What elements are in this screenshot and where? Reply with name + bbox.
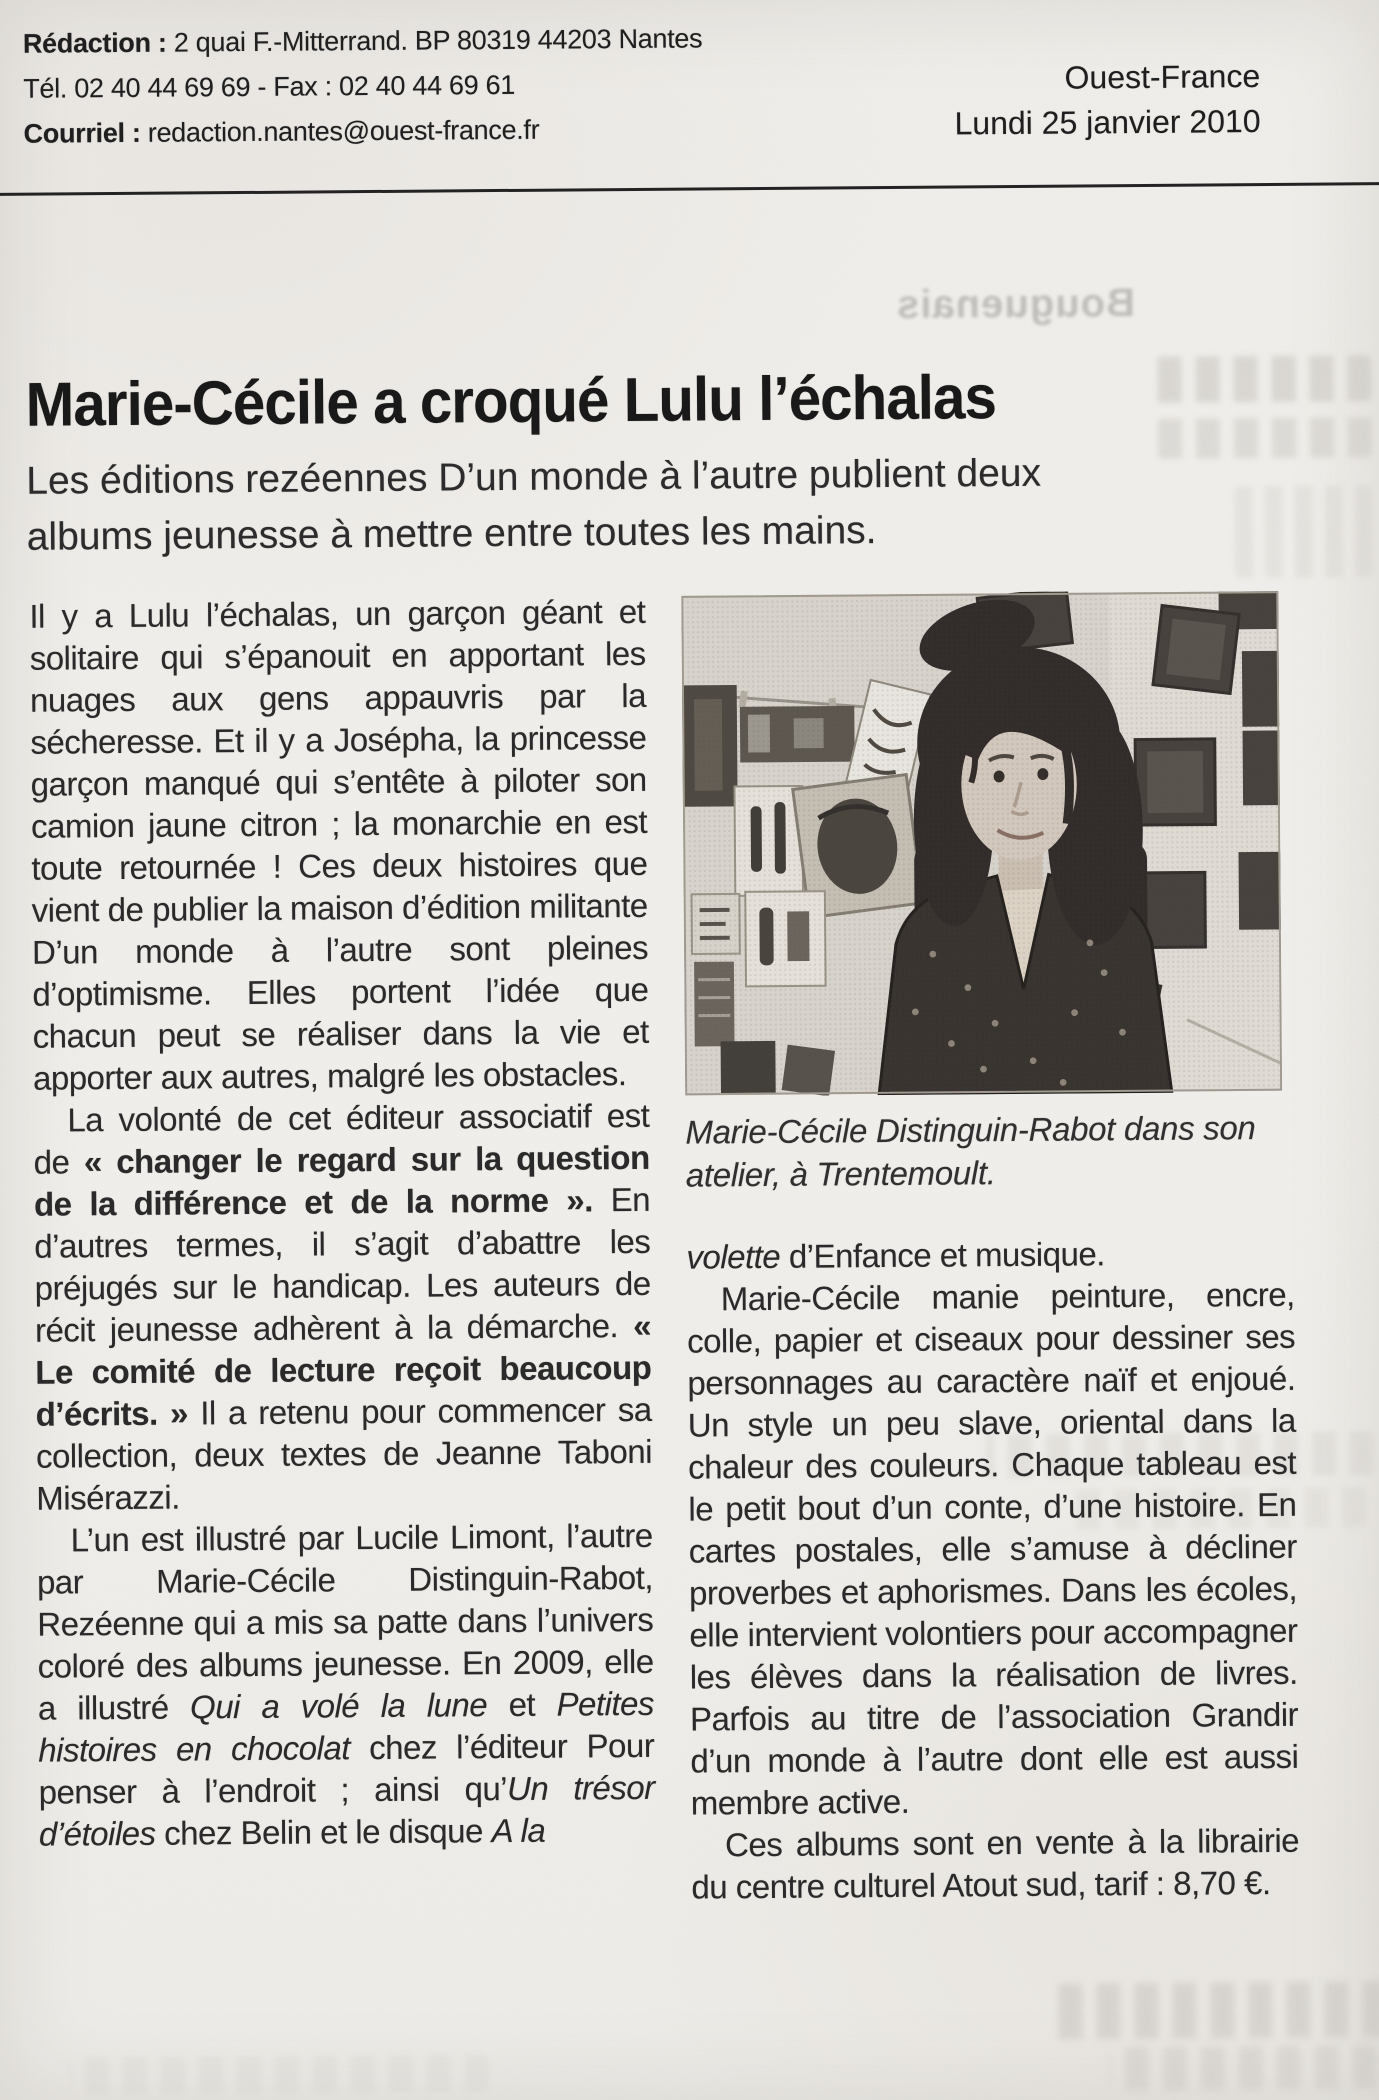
text-segment: et <box>487 1685 557 1724</box>
article-column-2 <box>681 586 1299 1909</box>
article-paragraph <box>686 1232 1294 1279</box>
text-segment: Petites histoires en chocolat <box>38 1684 655 1769</box>
text-segment: d’Enfance et musique. <box>780 1235 1106 1275</box>
text-segment: La volonté de cet éditeur associatif est de <box>33 1096 650 1181</box>
masthead-email-line <box>23 106 703 156</box>
text-segment: volette <box>686 1237 781 1276</box>
text-segment: L’un est illustré par Lucile Limont, l’autre par Marie-Cécile Distinguin-Rabot, Rezéenne qui a mis sa patte dans l’univers coloré des albums jeunesse. En 2009, elle a illustré <box>36 1516 654 1727</box>
masthead-address-value: 2 quai F.-Mitterrand. BP 80319 44203 Nantes <box>166 23 703 58</box>
newspaper-name: Ouest-France <box>1064 58 1261 96</box>
article-photo-figure <box>681 590 1294 1197</box>
text-segment: En d’autres termes, il s’agit d’abattre les préjugés sur le handicap. Les auteurs de récit jeunesse adhèrent à la démarche. <box>34 1180 651 1349</box>
bleed-through-smudge <box>1109 2045 1377 2091</box>
masthead-edition-block <box>954 54 1261 146</box>
article-photo <box>681 590 1282 1097</box>
masthead-address-line <box>23 16 703 66</box>
bleed-through-smudge <box>69 2054 489 2095</box>
text-segment: Qui a volé la lune <box>189 1686 488 1726</box>
article-column-1 <box>29 591 655 1856</box>
text-segment: Il y a Lulu l’échalas, un garçon géant et solitaire qui s’épanouit en apportant les nuages aux gens appauvris par la sécheresse. Et il y a Josépha, la princesse garçon manqué qui s’entête à piloter son camion jaune citron ; la monarchie en est toute retournée ! Ces deux histoires que vient de publier la maison d’édition militante D’un monde à l’autre sont pleines d’optimisme. Elles portent l’idée que chacun peut se réaliser dans la vie et apporter aux autres, malgré les obstacles. <box>29 592 649 1097</box>
masthead-address-label: Rédaction : <box>22 27 167 59</box>
text-segment: « changer le regard sur la question de la différence et de la norme ». <box>33 1138 650 1223</box>
masthead-divider-rule <box>0 182 1379 196</box>
bleed-through-smudge <box>1048 1981 1379 2040</box>
issue-date: Lundi 25 janvier 2010 <box>954 103 1261 142</box>
bleed-through-text: Bouguenais <box>895 281 1136 327</box>
text-segment: « Le comité de lecture reçoit beaucoup d’écrits. » <box>35 1306 652 1433</box>
article-column-2-text <box>686 1232 1299 1909</box>
text-segment: Il a retenu pour commencer sa collection, deux textes de Jeanne Taboni Misérazzi. <box>35 1390 653 1517</box>
article-subhead: Les éditions rezéennes D’un monde à l’autre publient deux albums jeunesse à mettre entre toutes les mains. <box>26 451 1042 559</box>
text-segment: Marie-Cécile manie peinture, encre, colle, papier et ciseaux pour dessiner ses personnages au caractère naïf et enjoué. Un style un peu slave, oriental dans la chaleur des couleurs. Chaque tableau est le petit bout d’un conte, d’une histoire. En cartes postales, elle s’amuse à décliner proverbes et aphorismes. Dans les écoles, elle intervient volontiers pour accompagner les élèves dans la réalisation de livres. Parfois au titre de l’association Grandir d’un monde à l’autre dont elle est aussi membre active. <box>686 1275 1299 1822</box>
text-segment: Un trésor d’étoiles <box>38 1768 655 1853</box>
masthead-contact-block <box>23 16 703 156</box>
article-paragraph <box>29 591 649 1100</box>
photo-caption: Marie-Cécile Distinguin-Rabot dans son atelier, à Trentemoult. <box>685 1109 1256 1194</box>
text-segment: Ces albums sont en vente à la librairie du centre culturel Atout sud, tarif : 8,70 €. <box>691 1821 1300 1906</box>
masthead-phone-line: Tél. 02 40 44 69 69 - Fax : 02 40 44 69 61 <box>23 69 516 104</box>
text-segment: chez l’éditeur Pour penser à l’endroit ; ainsi qu’ <box>38 1726 655 1811</box>
article-paragraph <box>36 1515 655 1856</box>
article-headline: Marie-Cécile a croqué Lulu l’échalas <box>25 363 997 440</box>
bleed-through-smudge <box>1156 417 1372 459</box>
text-segment: chez Belin et le disque <box>155 1812 492 1852</box>
article-paragraph <box>687 1274 1299 1825</box>
masthead-email-value: redaction.nantes@ouest-france.fr <box>140 114 540 148</box>
masthead-email-label: Courriel : <box>23 117 141 149</box>
bleed-through-smudge <box>1143 355 1371 403</box>
article-paragraph <box>691 1820 1300 1909</box>
article-paragraph <box>33 1095 652 1520</box>
halftone-portrait-photo <box>681 590 1282 1097</box>
text-segment: A la <box>491 1811 546 1850</box>
bleed-through-smudge <box>1234 485 1373 578</box>
